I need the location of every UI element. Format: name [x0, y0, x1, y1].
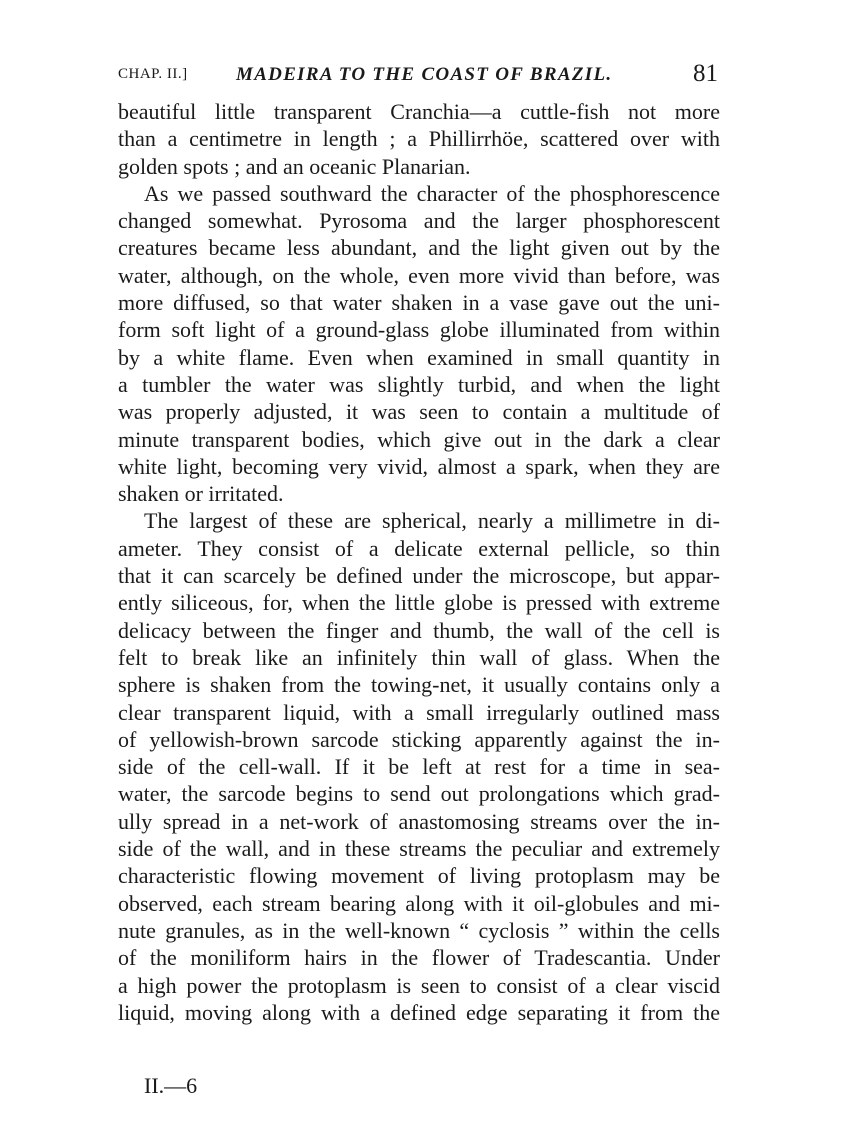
text-line: was properly adjusted, it was seen to contain a multitude of — [118, 399, 720, 425]
text-line: ully spread in a net-work of anastomosing streams over the in- — [118, 808, 720, 834]
text-line: ameter. They consist of a delicate external pellicle, so thin — [118, 535, 720, 561]
text-line: side of the cell-wall. If it be left at rest for a time in sea- — [118, 754, 720, 780]
text-line: The largest of these are spherical, nearly a millimetre in di- — [144, 508, 720, 534]
text-line: by a white flame. Even when examined in small quantity in — [118, 344, 720, 370]
text-line: clear transparent liquid, with a small irregularly outlined mass — [118, 699, 720, 725]
text-line: felt to break like an infinitely thin wall of glass. When the — [118, 644, 720, 670]
text-line: of yellowish-brown sarcode sticking apparently against the in- — [118, 726, 720, 752]
text-line: of the moniliform hairs in the flower of Tradescantia. Under — [118, 945, 720, 971]
text-line: a high power the protoplasm is seen to consist of a clear viscid — [118, 972, 720, 998]
text-line: water, the sarcode begins to send out prolongations which grad- — [118, 781, 720, 807]
text-line: creatures became less abundant, and the light given out by the — [118, 235, 720, 261]
running-head — [118, 58, 718, 98]
text-line: white light, becoming very vivid, almost a spark, when they are — [118, 453, 720, 479]
text-line: side of the wall, and in these streams the peculiar and extremely — [118, 836, 720, 862]
text-line: more diffused, so that water shaken in a vase gave out the uni- — [118, 290, 720, 316]
text-line: minute transparent bodies, which give out in the dark a clear — [118, 426, 720, 452]
text-line: water, although, on the whole, even more vivid than before, was — [118, 262, 720, 288]
text-line: As we passed southward the character of the phosphorescence — [144, 180, 720, 206]
running-title: MADEIRA TO THE COAST OF BRAZIL. — [236, 64, 613, 85]
text-line: ently siliceous, for, when the little globe is pressed with extreme — [118, 590, 720, 616]
signature-mark: II.—6 — [144, 1073, 198, 1098]
body-text — [118, 98, 720, 1026]
text-line: liquid, moving along with a defined edge separating it from the — [118, 999, 720, 1025]
text-line: golden spots ; and an oceanic Planarian. — [118, 153, 471, 179]
text-line: shaken or irritated. — [118, 481, 284, 507]
text-line: than a centimetre in length ; a Phillirrhöe, scattered over with — [118, 126, 720, 152]
text-line: that it can scarcely be defined under the microscope, but appar- — [118, 563, 720, 589]
text-line: nute granules, as in the well-known “ cyclosis ” within the cells — [118, 917, 720, 943]
text-line: sphere is shaken from the towing-net, it usually contains only a — [118, 672, 720, 698]
text-line: beautiful little transparent Cranchia—a cuttle-fish not more — [118, 99, 720, 124]
text-line: form soft light of a ground-glass globe illuminated from within — [118, 317, 720, 343]
chapter-label: CHAP. II.] — [118, 66, 188, 82]
text-line: changed somewhat. Pyrosoma and the larger phosphorescent — [118, 208, 720, 234]
text-line: delicacy between the finger and thumb, the wall of the cell is — [118, 617, 720, 643]
text-line: characteristic flowing movement of living protoplasm may be — [118, 863, 720, 889]
page-number: 81 — [693, 60, 718, 87]
text-line: observed, each stream bearing along with it oil-globules and mi- — [118, 890, 720, 916]
text-line: a tumbler the water was slightly turbid, and when the light — [118, 371, 720, 397]
